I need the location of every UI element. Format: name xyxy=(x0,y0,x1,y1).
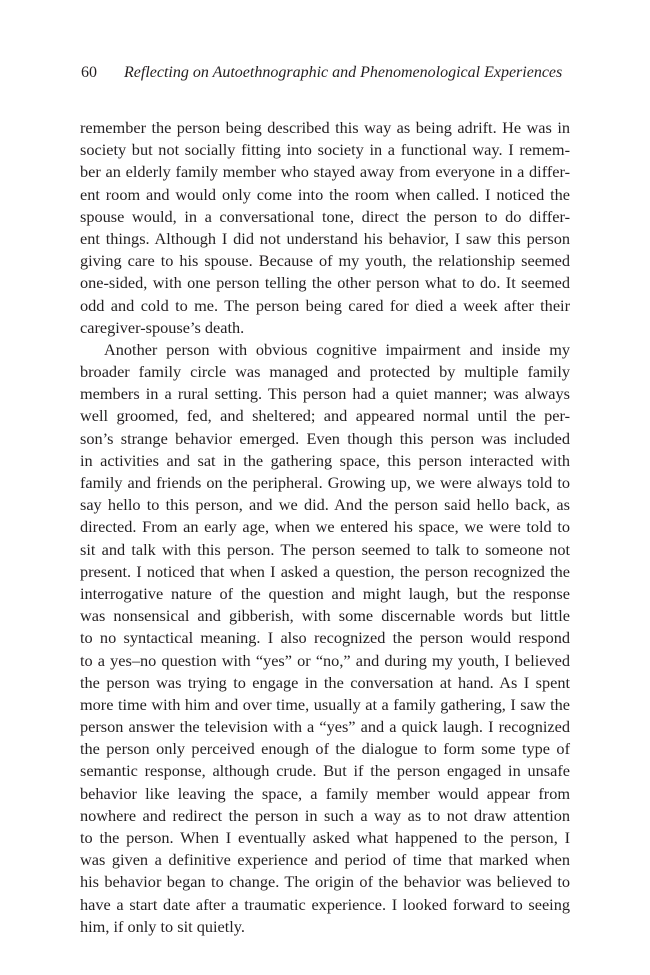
text-line: say hello to this person, and we did. And the person said hello back, as xyxy=(80,495,570,515)
text-line: giving care to his spouse. Because of my youth, the relationship seemed xyxy=(80,251,570,271)
text-line: nowhere and redirect the person in such a way as to not draw attention xyxy=(80,805,570,825)
text-line: the person was trying to engage in the conversation at hand. As I spent xyxy=(80,672,570,692)
text-line: sit and talk with this person. The person seemed to talk to someone not xyxy=(80,539,570,559)
text-line: ent room and would only come into the room when called. I noticed the xyxy=(80,184,570,204)
text-line: one-sided, with one person telling the other person what to do. It seemed xyxy=(80,273,570,293)
text-line: ent things. Although I did not understand his behavior, I saw this person xyxy=(80,228,570,248)
paragraph-2 xyxy=(80,339,570,938)
text-line: family and friends on the peripheral. Growing up, we were always told to xyxy=(80,473,570,492)
text-line: more time with him and over time, usually at a family gathering, I saw the xyxy=(80,694,570,714)
text-line: directed. From an early age, when we entered his space, we were told to xyxy=(80,517,570,537)
paragraph-1 xyxy=(80,117,570,339)
text-line: well groomed, fed, and sheltered; and appeared normal until the per- xyxy=(80,406,570,426)
text-line: Another person with obvious cognitive impairment and inside my xyxy=(104,339,570,359)
text-line: was nonsensical and gibberish, with some discernable words but little xyxy=(80,606,570,626)
body-text xyxy=(80,117,570,938)
text-line: person answer the television with a “yes” and a quick laugh. I recognized xyxy=(80,717,570,737)
text-line: members in a rural setting. This person had a quiet manner; was always xyxy=(80,384,570,404)
text-line: to a yes–no question with “yes” or “no,” and during my youth, I believed xyxy=(80,650,570,670)
text-line: ber an elderly family member who stayed away from everyone in a differ- xyxy=(80,162,570,182)
text-line: him, if only to sit quietly. xyxy=(80,916,245,936)
text-line: remember the person being described this way as being adrift. He was in xyxy=(80,118,570,137)
text-line: his behavior began to change. The origin of the behavior was believed to xyxy=(80,872,570,892)
text-line: have a start date after a traumatic experience. I looked forward to seeing xyxy=(80,894,570,914)
text-line: society but not socially fitting into society in a functional way. I remem- xyxy=(80,140,570,160)
text-line: in activities and sat in the gathering space, this person interacted with xyxy=(80,450,570,470)
text-line: to the person. When I eventually asked what happened to the person, I xyxy=(80,828,570,847)
text-line: was given a definitive experience and period of time that marked when xyxy=(80,850,570,870)
text-line: interrogative nature of the question and might laugh, but the response xyxy=(80,583,570,603)
page-number: 60 xyxy=(81,64,97,81)
running-title: Reflecting on Autoethnographic and Phenomenological Experiences xyxy=(124,64,563,81)
text-line: son’s strange behavior emerged. Even though this person was included xyxy=(80,428,570,448)
text-line: caregiver-spouse’s death. xyxy=(80,317,245,337)
text-line: the person only perceived enough of the dialogue to form some type of xyxy=(80,739,570,759)
text-line: behavior like leaving the space, a family member would appear from xyxy=(80,783,570,803)
running-head xyxy=(81,62,571,84)
text-line: to no syntactical meaning. I also recognized the person would respond xyxy=(80,628,570,648)
text-line: odd and cold to me. The person being cared for died a week after their xyxy=(80,295,570,315)
text-line: semantic response, although crude. But if the person engaged in unsafe xyxy=(80,761,570,781)
text-line: broader family circle was managed and protected by multiple family xyxy=(80,362,570,382)
text-line: present. I noticed that when I asked a question, the person recognized the xyxy=(80,561,570,581)
text-line: spouse would, in a conversational tone, direct the person to do differ- xyxy=(80,206,570,226)
